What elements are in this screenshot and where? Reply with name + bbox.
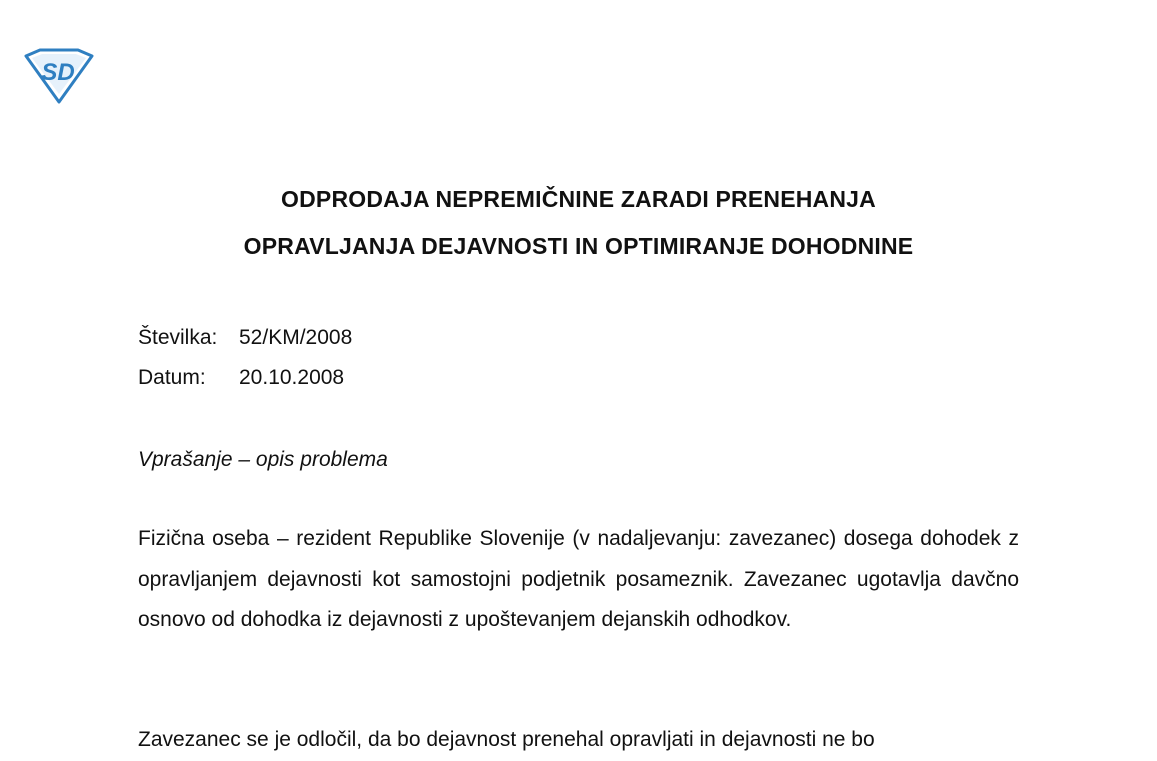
number-label: Številka: <box>138 326 218 349</box>
paragraph-1: Fizična oseba – rezident Republike Slovenije (v nadaljevanju: zavezanec) dosega dohodek z opravljanjem dejavnosti kot samostojni podjetnik posameznik. Zavezanec ugotavlja davčno osnovo od dohodka iz dejavnosti z upoštevanjem dejanskih odhodkov. <box>138 527 1019 631</box>
date-label: Datum: <box>138 366 206 389</box>
paragraph-2: Zavezanec se je odločil, da bo dejavnost prenehal opravljati in dejavnosti ne bo <box>138 728 875 751</box>
number-row <box>138 326 352 350</box>
document-title-line-2: OPRAVLJANJA DEJAVNOSTI IN OPTIMIRANJE DOHODNINE <box>243 233 914 259</box>
date-row <box>138 366 344 390</box>
document-title-line-1: ODPRODAJA NEPREMIČNINE ZARADI PRENEHANJA <box>281 186 876 212</box>
sd-logo-icon <box>22 48 96 104</box>
svg-text:SD: SD <box>41 59 75 86</box>
section-heading: Vprašanje – opis problema <box>138 448 388 471</box>
number-value: 52/KM/2008 <box>239 326 353 349</box>
date-value: 20.10.2008 <box>239 366 345 389</box>
